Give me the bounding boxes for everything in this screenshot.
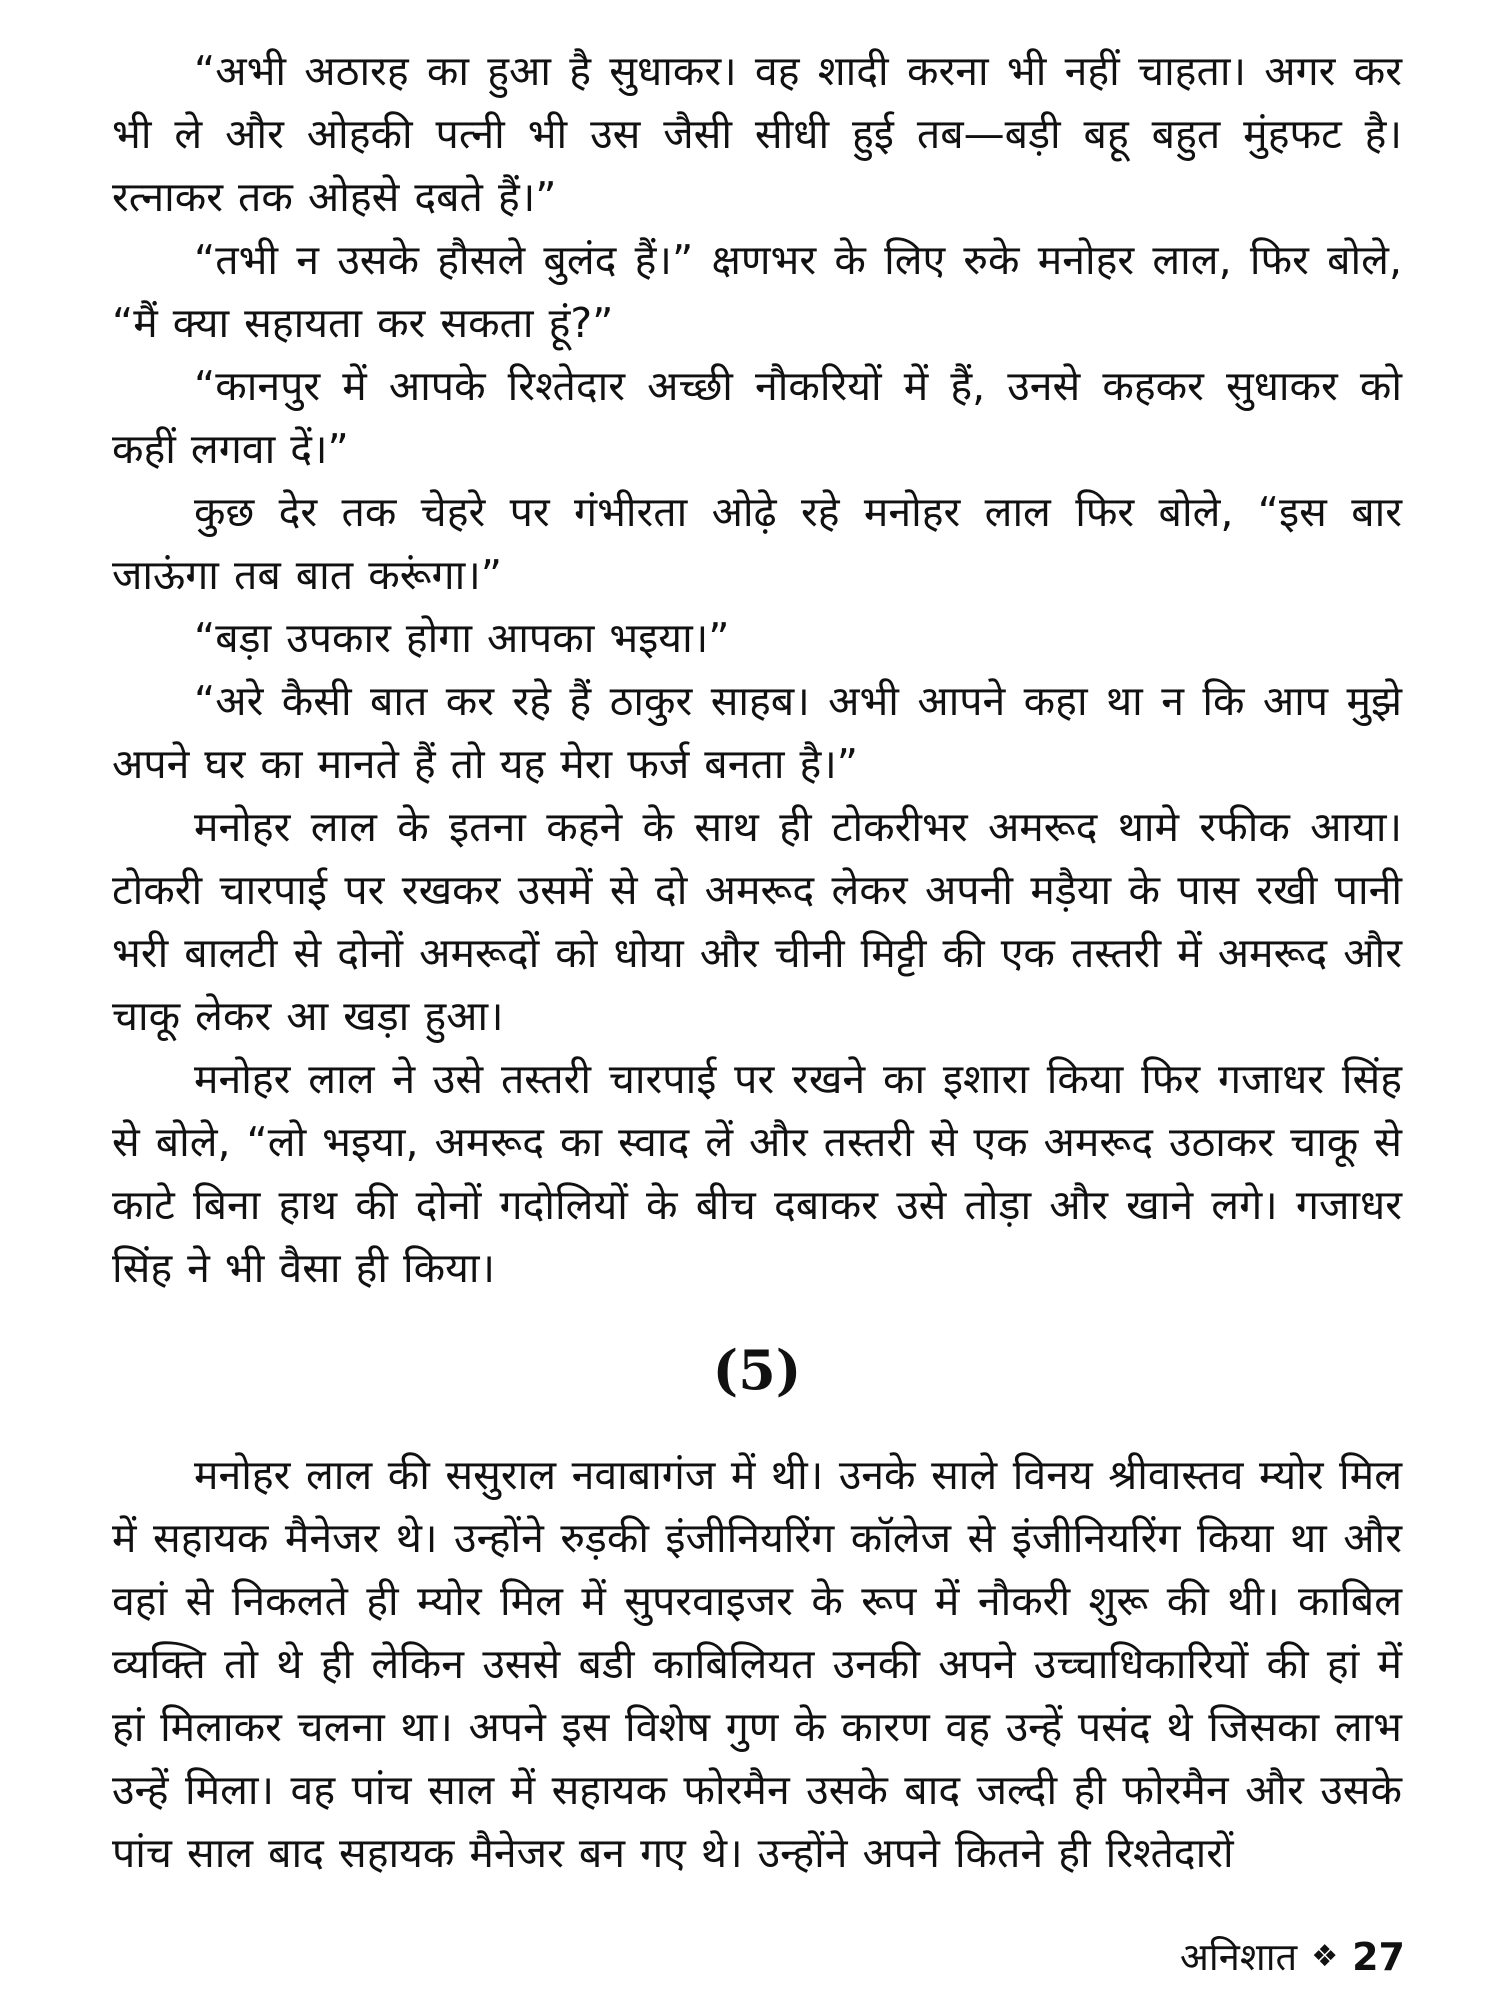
paragraph: “अरे कैसी बात कर रहे हैं ठाकुर साहब। अभी आपने कहा था न कि आप मुझे अपने घर का मानते हैं तो यह मेरा फर्ज बनता है।” — [112, 677, 1402, 788]
page-body — [112, 40, 1402, 1885]
section-heading: (5) — [712, 1338, 802, 1402]
paragraph: “कानपुर में आपके रिश्तेदार अच्छी नौकरियों में हैं, उनसे कहकर सुधाकर को कहीं लगवा दें।” — [112, 362, 1402, 473]
book-title: अनिशात — [1179, 1935, 1298, 1979]
diamond-separator-icon: ❖ — [1311, 1939, 1339, 1974]
paragraph: मनोहर लाल के इतना कहने के साथ ही टोकरीभर अमरूद थामे रफीक आया। टोकरी चारपाई पर रखकर उसमें से दो अमरूद लेकर अपनी मड़ैया के पास रखी पानी भरी बालटी से दोनों अमरूदों को धोया और चीनी मिट्टी की एक तस्तरी में अमरूद और चाकू लेकर आ खड़ा हुआ। — [112, 803, 1402, 1040]
paragraph: कुछ देर तक चेहरे पर गंभीरता ओढ़े रहे मनोहर लाल फिर बोले, “इस बार जाऊंगा तब बात करूंगा।” — [112, 488, 1402, 599]
page-footer — [1180, 1935, 1405, 1979]
paragraph: “तभी न उसके हौसले बुलंद हैं।” क्षणभर के लिए रुके मनोहर लाल, फिर बोले, “मैं क्या सहायता कर सकता हूं?” — [112, 236, 1402, 347]
paragraph: मनोहर लाल की ससुराल नवाबागंज में थी। उनके साले विनय श्रीवास्तव म्योर मिल में सहायक मैनेजर थे। उन्होंने रुड़की इंजीनियरिंग कॉलेज से इंजीनियरिंग किया था और वहां से निकलते ही म्योर मिल में सुपरवाइजर के रूप में नौकरी शुरू की थी। काबिल व्यक्ति तो थे ही लेकिन उससे बडी काबिलियत उनकी अपने उच्चाधिकारियों की हां में हां मिलाकर चलना था। अपने इस विशेष गुण के कारण वह उन्हें पसंद थे जिसका लाभ उन्हें मिला। वह पांच साल में सहायक फोरमैन उसके बाद जल्दी ही फोरमैन और उसके पांच साल बाद सहायक मैनेजर बन गए थे। उन्होंने अपने कितने ही रिश्तेदारों — [112, 1451, 1402, 1877]
paragraph: “बड़ा उपकार होगा आपका भइया।” — [194, 614, 730, 662]
paragraph: मनोहर लाल ने उसे तस्तरी चारपाई पर रखने का इशारा किया फिर गजाधर सिंह से बोले, “लो भइया, अमरूद का स्वाद लें और तस्तरी से एक अमरूद उठाकर चाकू से काटे बिना हाथ की दोनों गदोलियों के बीच दबाकर उसे तोड़ा और खाने लगे। गजाधर सिंह ने भी वैसा ही किया। — [112, 1055, 1402, 1292]
paragraph: “अभी अठारह का हुआ है सुधाकर। वह शादी करना भी नहीं चाहता। अगर कर भी ले और ओहकी पत्नी भी उस जैसी सीधी हुई तब—बड़ी बहू बहुत मुंहफट है। रत्नाकर तक ओहसे दबते हैं।” — [112, 47, 1402, 221]
page-number: 27 — [1352, 1935, 1405, 1979]
